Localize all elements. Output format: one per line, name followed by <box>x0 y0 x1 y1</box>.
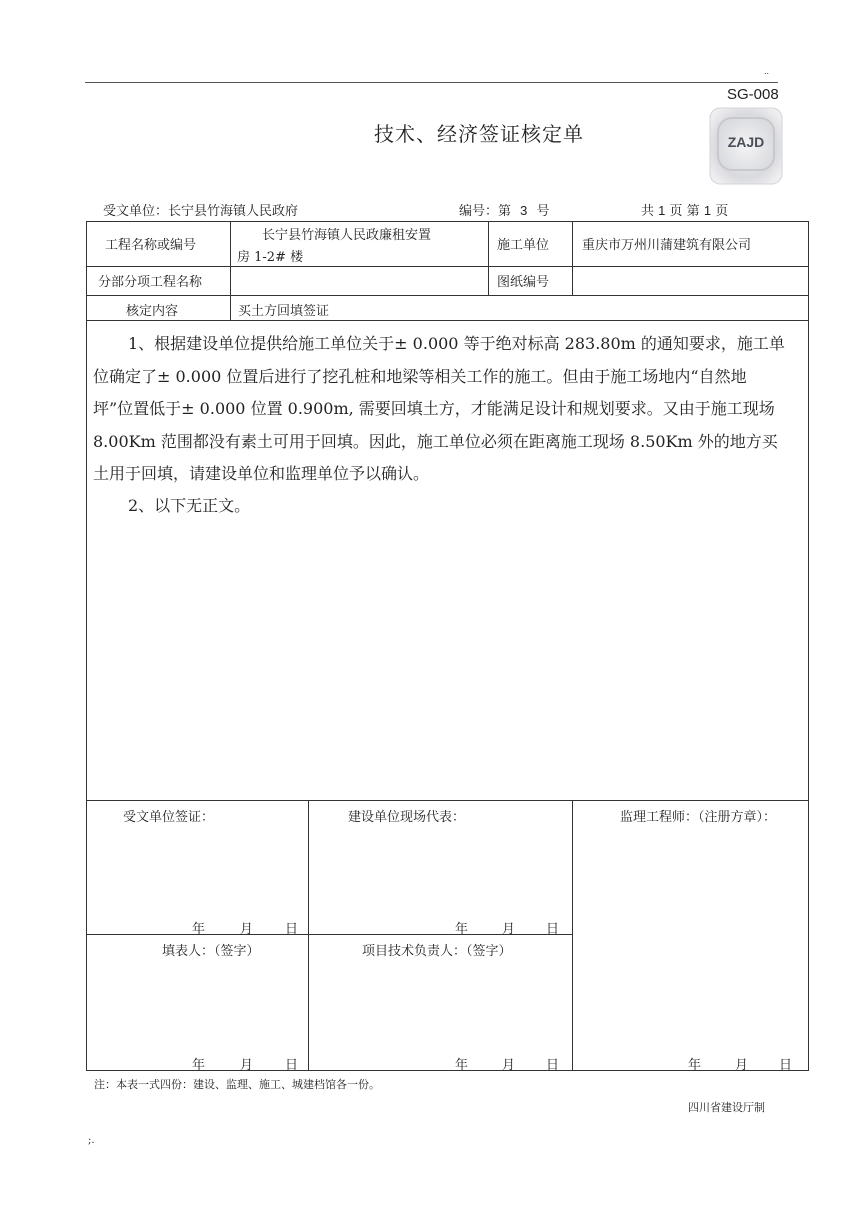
contractor-label: 施工单位 <box>497 238 550 253</box>
contractor-value: 重庆市万州川蒲建筑有限公司 <box>582 238 752 253</box>
date-day-1: 日 <box>285 922 299 937</box>
sign-col-1 <box>308 800 309 1070</box>
date-year-5: 年 <box>688 1058 702 1073</box>
document-title: 技术、经济签证核定单 <box>374 122 584 146</box>
date-year-4: 年 <box>455 1058 469 1073</box>
number-value: 3 <box>520 203 528 218</box>
recipient-line <box>103 200 298 219</box>
body-line-2: 位确定了± 0.000 位置后进行了挖孔桩和地梁等相关工作的施工。但由于施工场地内“自然地 <box>93 367 747 386</box>
pages-suffix: 页 <box>715 204 729 219</box>
recipient-sign-label: 受文单位签证： <box>123 810 215 825</box>
body-bottom <box>86 800 809 801</box>
drawing-label: 图纸编号 <box>497 275 550 290</box>
serial-number <box>459 200 550 219</box>
date-day-4: 日 <box>546 1058 560 1073</box>
body-line-4: 8.00Km 范围都没有素土可用于回填。因此，施工单位必须在距离施工现场 8.50Km 外的地方买 <box>93 432 778 451</box>
owner-rep-label: 建设单位现场代表： <box>348 810 466 825</box>
frame-right <box>808 221 809 1071</box>
row2-bottom <box>86 295 809 296</box>
tech-lead-label: 项目技术负责人：（签字） <box>362 944 512 959</box>
date-month-5: 月 <box>735 1058 749 1073</box>
project-value-line1: 长宁县竹海镇人民政廉租安置 <box>262 228 432 243</box>
pages-total: 1 <box>658 203 666 218</box>
top-dots: .. <box>764 66 770 76</box>
body-line-1: 1、根据建设单位提供给施工单位关于± 0.000 等于绝对标高 283.80m 的通知要求，施工单 <box>128 334 785 353</box>
form-code: SG-008 <box>727 86 779 103</box>
recipient-label: 受文单位： <box>103 204 169 219</box>
col-c <box>572 221 573 296</box>
content-label: 核定内容 <box>126 304 179 319</box>
date-day-3: 日 <box>285 1058 299 1073</box>
bottom-mark: ;. <box>88 1135 95 1146</box>
date-year-2: 年 <box>455 922 469 937</box>
date-day-5: 日 <box>779 1058 793 1073</box>
col-b <box>488 221 489 296</box>
footer-note: 注：本表一式四份：建设、监理、施工、城建档馆各一份。 <box>94 1078 380 1091</box>
page-count <box>641 200 728 219</box>
col-a <box>230 221 231 321</box>
number-suffix: 号 <box>536 204 550 219</box>
pages-prefix: 共 <box>641 204 655 219</box>
date-year-3: 年 <box>192 1058 206 1073</box>
header-rule <box>85 82 778 83</box>
body-line-3: 坪”位置低于± 0.000 位置 0.900m, 需要回填土方，才能满足设计和规划要求。又由于施工现场 <box>93 399 775 418</box>
body-line-5: 土用于回填，请建设单位和监理单位予以确认。 <box>93 464 430 483</box>
project-label: 工程名称或编号 <box>105 238 197 253</box>
logo-text: ZAJD <box>727 134 765 150</box>
frame-top <box>86 221 809 222</box>
date-year-1: 年 <box>192 922 206 937</box>
zajd-logo <box>708 106 784 186</box>
page-current: 1 <box>703 203 712 218</box>
date-month-1: 月 <box>240 922 254 937</box>
supervisor-label: 监理工程师：（注册方章）： <box>620 810 777 825</box>
frame-left <box>86 221 87 1071</box>
date-month-3: 月 <box>240 1058 254 1073</box>
filler-label: 填表人：（签字） <box>162 944 260 959</box>
row3-bottom <box>86 320 809 321</box>
content-value: 买土方回填签证 <box>238 304 330 319</box>
subproject-label: 分部分项工程名称 <box>98 275 203 290</box>
date-month-2: 月 <box>502 922 516 937</box>
number-label: 编号：第 <box>459 204 512 219</box>
issuer: 四川省建设厅制 <box>688 1101 765 1114</box>
date-day-2: 日 <box>546 922 560 937</box>
sign-mid <box>86 934 573 935</box>
sign-col-2 <box>572 800 573 1070</box>
pages-mid: 页 第 <box>669 204 700 219</box>
row1-bottom <box>86 266 809 267</box>
recipient-value: 长宁县竹海镇人民政府 <box>168 204 299 219</box>
date-month-4: 月 <box>502 1058 516 1073</box>
project-value-line2: 房 1-2# 楼 <box>237 250 304 265</box>
body-line-6: 2、以下无正文。 <box>128 496 251 515</box>
